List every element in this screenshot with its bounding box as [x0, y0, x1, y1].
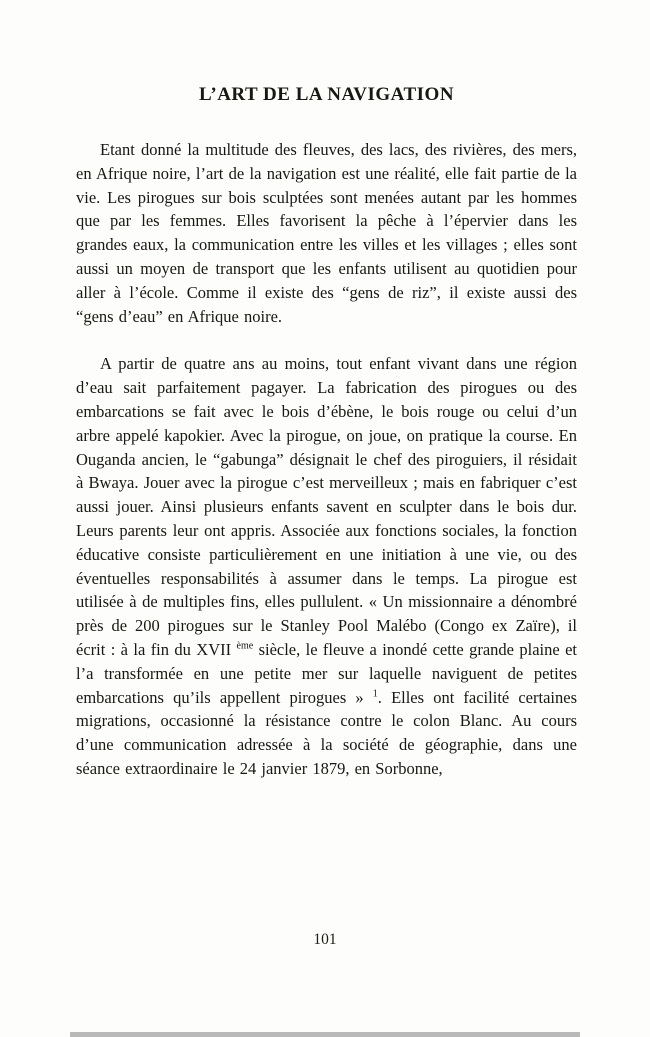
paragraph-1: Etant donné la multitude des fleuves, des lacs, des rivières, des mers, en Afrique noire, l’art de la navigation est une réalité, elle fait partie de la vie. Les pirogues sur bois sculptées sont menées autant par les hommes que par les femmes. Elles favorisent la pêche à l’épervier dans les grandes eaux, la communication entre les villes et les villages ; elles sont aussi un moyen de transport que les enfants utilisent au quotidien pour aller à l’école. Comme il existe des “gens de riz”, il existe aussi des “gens d’eau” en Afrique noire. [76, 140, 577, 326]
paragraph-2-text-end: . Elles ont facilité certaines migrations, occasionné la résistance contre le colon Blanc. Au cours d’une communication adressée à la société de géographie, dans une séance extraordinaire le 24 janvier 1879, en Sorbonne, [76, 687, 577, 778]
paragraph-2 [76, 352, 577, 780]
body-text [76, 138, 577, 781]
page-number: 101 [313, 931, 337, 948]
paragraph-2-text-continued: siècle, le fleuve a inondé cette grande plaine et l’a transformée en une petite mer sur laquelle naviguent de petites embarcations qu’ils appellent pirogues » [76, 639, 577, 707]
page-title: L’ART DE LA NAVIGATION [198, 84, 455, 105]
paragraph-gap [76, 328, 577, 352]
footnote-reference: 1 [372, 688, 378, 700]
paragraph-2-text: A partir de quatre ans au moins, tout enfant vivant dans une région d’eau sait parfaitement pagayer. La fabrication des pirogues ou des embarcations se fait avec le bois d’ébène, le bois rouge ou celui d’un arbre appelé kapokier. Avec la pirogue, on joue, on pratique la course. En Ouganda ancien, le “gabunga” désignait le chef des piroguiers, il résidait à Bwaya. Jouer avec la pirogue c’est merveilleux ; mais en fabriquer c’est aussi jouer. Ainsi plusieurs enfants savent en sculpter dans le bois dur. Leurs parents leur ont appris. Associée aux fonctions sociales, la fonction éducative consiste particulièrement en une initiation à une vie, ou des éventuelles responsabilités à assumer dans le temps. La pirogue est utilisée à de multiples fins, elles pullulent. « Un missionnaire a dénombré près de 200 pirogues sur le Stanley Pool Malébo (Congo ex Zaïre), il écrit : à la fin du XVII [76, 354, 577, 659]
page-bottom-edge [70, 1032, 580, 1037]
ordinal-superscript: ème [236, 640, 254, 652]
